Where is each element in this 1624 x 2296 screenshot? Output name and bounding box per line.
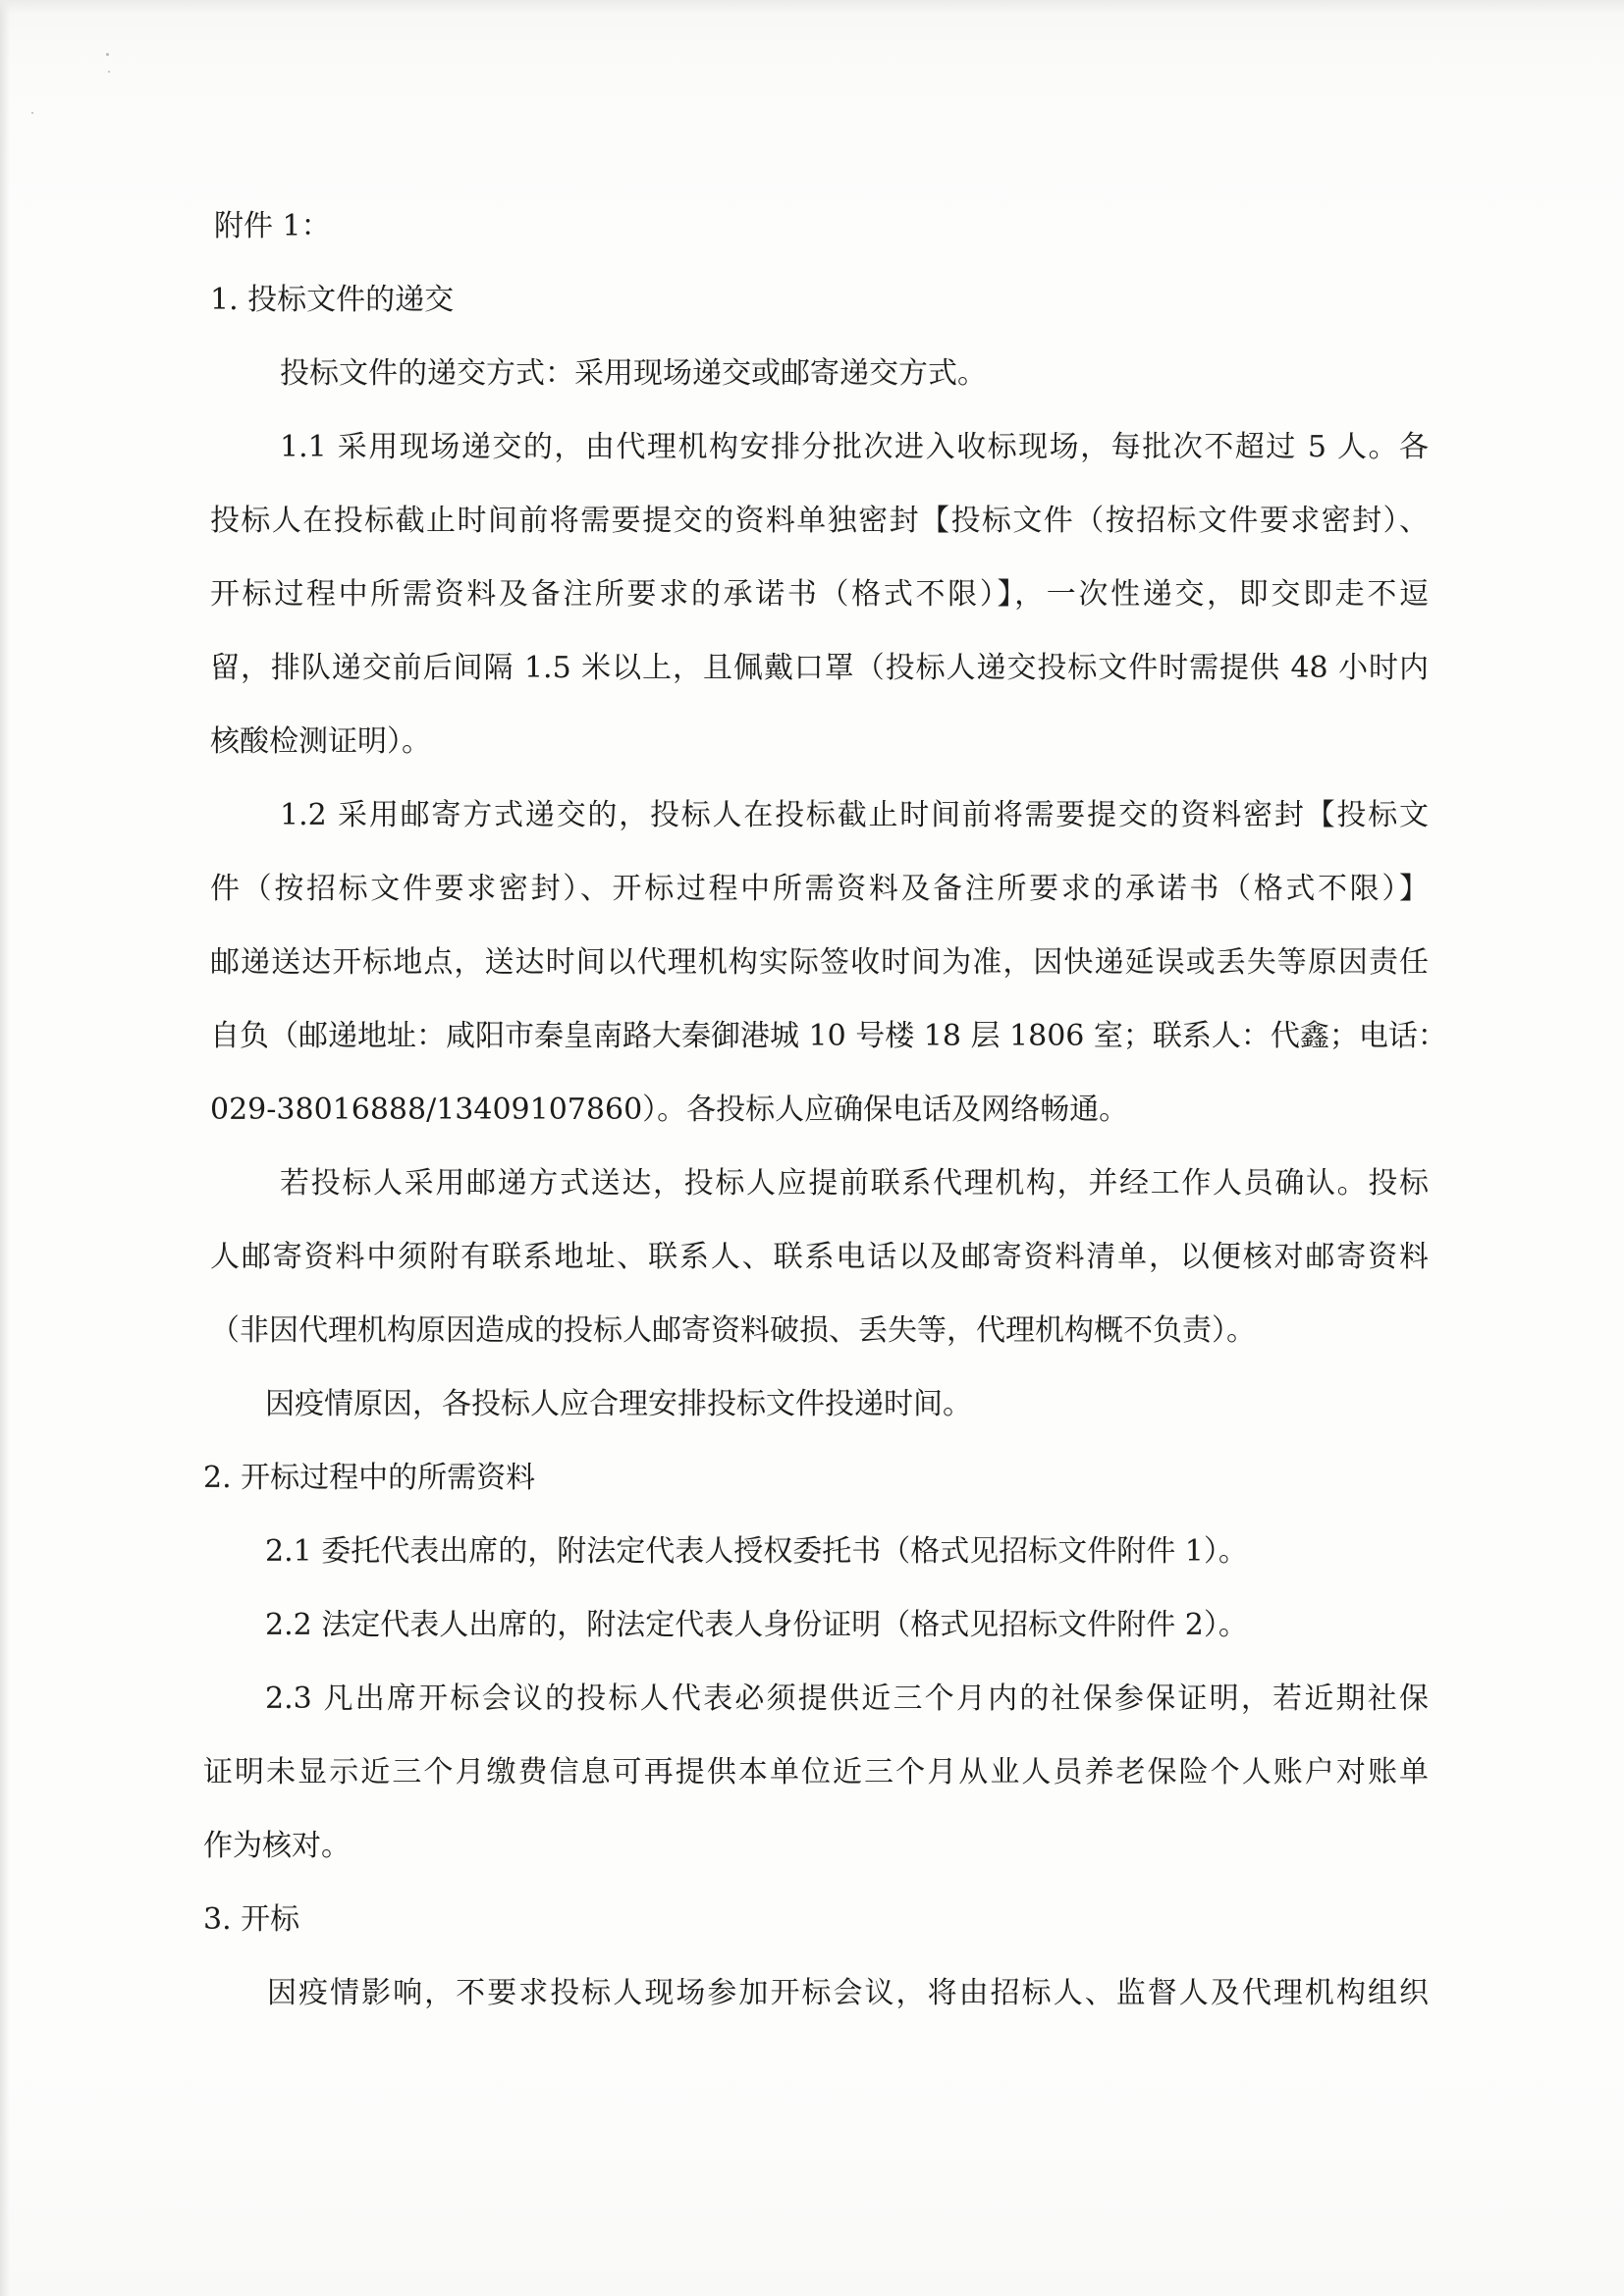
paragraph-line: 人邮寄资料中须附有联系地址、联系人、联系电话以及邮寄资料清单，以便核对邮寄资料 bbox=[210, 1240, 1429, 1274]
paragraph-line: 因疫情原因，各投标人应合理安排投标文件投递时间。 bbox=[265, 1387, 972, 1421]
paragraph-line: 029-38016888/13409107860）。各投标人应确保电话及网络畅通。 bbox=[210, 1093, 1129, 1127]
paragraph-line: 证明未显示近三个月缴费信息可再提供本单位近三个月从业人员养老保险个人账户对账单 bbox=[203, 1755, 1429, 1789]
scan-speck bbox=[31, 112, 33, 114]
paragraph-line: 2.1 委托代表出席的，附法定代表人授权委托书（格式见招标文件附件 1）。 bbox=[265, 1534, 1248, 1569]
section-heading: 1. 投标文件的递交 bbox=[210, 283, 455, 317]
scan-shadow-top bbox=[0, 0, 1624, 14]
paragraph-line: 留，排队递交前后间隔 1.5 米以上，且佩戴口罩（投标人递交投标文件时需提供 48 小时内 bbox=[210, 651, 1429, 685]
section-heading: 3. 开标 bbox=[203, 1902, 300, 1937]
paragraph-line: 投标文件的递交方式：采用现场递交或邮寄递交方式。 bbox=[280, 356, 987, 391]
paragraph-line: 若投标人采用邮递方式送达，投标人应提前联系代理机构，并经工作人员确认。投标 bbox=[280, 1166, 1429, 1201]
paragraph-line: 1.1 采用现场递交的，由代理机构安排分批次进入收标现场，每批次不超过 5 人。各 bbox=[280, 430, 1429, 464]
paragraph-line: 件（按招标文件要求密封）、开标过程中所需资料及备注所要求的承诺书（格式不限）】 bbox=[210, 872, 1429, 906]
paragraph-line: 自负（邮递地址：咸阳市秦皇南路大秦御港城 10 号楼 18 层 1806 室；联系人：代鑫；电话： bbox=[210, 1019, 1447, 1053]
paragraph-line: 开标过程中所需资料及备注所要求的承诺书（格式不限）】，一次性递交，即交即走不逗 bbox=[210, 577, 1429, 612]
paragraph-line: 核酸检测证明）。 bbox=[210, 724, 431, 759]
attachment-label: 附件 1： bbox=[214, 209, 331, 243]
paragraph-line: （非因代理机构原因造成的投标人邮寄资料破损、丢失等，代理机构概不负责）。 bbox=[210, 1313, 1256, 1348]
paragraph-line: 1.2 采用邮寄方式递交的，投标人在投标截止时间前将需要提交的资料密封【投标文 bbox=[280, 798, 1429, 832]
scan-shadow-left bbox=[0, 0, 10, 2296]
paragraph-line: 作为核对。 bbox=[203, 1829, 351, 1863]
paragraph-line: 2.2 法定代表人出席的，附法定代表人身份证明（格式见招标文件附件 2）。 bbox=[265, 1608, 1248, 1642]
section-heading: 2. 开标过程中的所需资料 bbox=[203, 1461, 536, 1495]
scan-speck bbox=[106, 53, 109, 56]
paragraph-line: 2.3 凡出席开标会议的投标人代表必须提供近三个月内的社保参保证明，若近期社保 bbox=[265, 1682, 1429, 1716]
scan-speck bbox=[108, 71, 110, 73]
paragraph-line: 投标人在投标截止时间前将需要提交的资料单独密封【投标文件（按招标文件要求密封）、 bbox=[210, 504, 1429, 538]
paragraph-line: 邮递送达开标地点，送达时间以代理机构实际签收时间为准，因快递延误或丢失等原因责任 bbox=[210, 945, 1429, 980]
paragraph-line: 因疫情影响，不要求投标人现场参加开标会议，将由招标人、监督人及代理机构组织 bbox=[267, 1976, 1429, 2010]
